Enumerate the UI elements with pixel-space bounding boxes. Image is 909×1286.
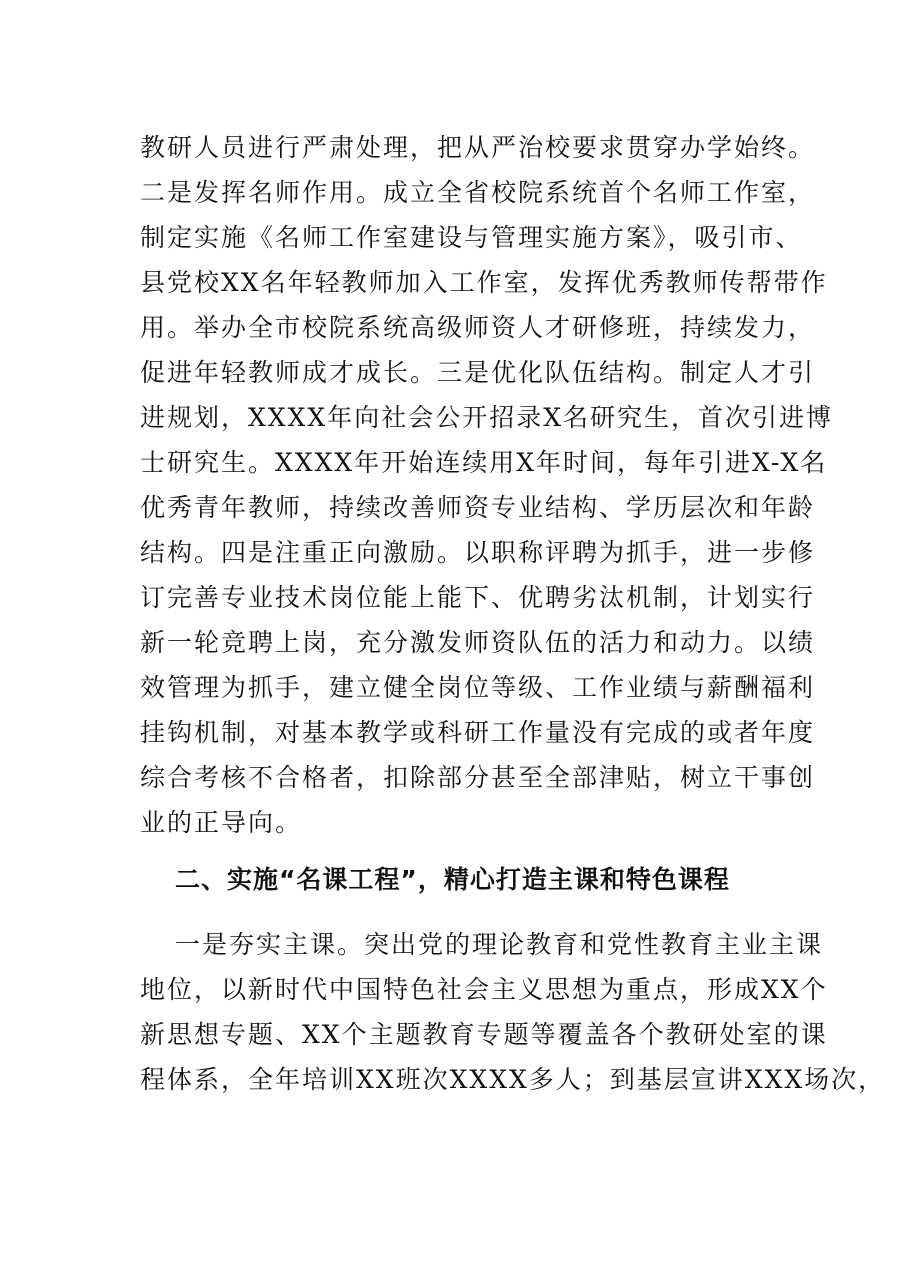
text-line: 用。举办全市校院系统高级师资人才研修班，持续发力， <box>140 313 816 342</box>
text-line: 一是夯实主课。突出党的理论教育和党性教育主业主课 <box>175 930 824 959</box>
text-line: 新思想专题、XX个主题教育专题等覆盖各个教研处室的课 <box>140 1020 828 1049</box>
text-line: 进规划，XXXX年向社会公开招录X名研究生，首次引进博 <box>140 403 833 432</box>
text-line: 程体系，全年培训XX班次XXXX多人；到基层宣讲XXX场次， <box>140 1065 886 1094</box>
text-line: 新一轮竞聘上岗，充分激发师资队伍的活力和动力。以绩 <box>140 628 816 657</box>
text-line: 教研人员进行严肃处理，把从严治校要求贯穿办学始终。 <box>140 133 816 162</box>
text-line: 业的正导向。 <box>140 808 303 837</box>
text-line: 综合考核不合格者，扣除部分甚至全部津贴，树立干事创 <box>140 763 816 792</box>
text-line: 优秀青年教师，持续改善师资专业结构、学历层次和年龄 <box>140 493 816 522</box>
text-line: 促进年轻教师成才成长。三是优化队伍结构。制定人才引 <box>140 358 816 387</box>
text-line: 二是发挥名师作用。成立全省校院系统首个名师工作室， <box>140 178 816 207</box>
text-line: 订完善专业技术岗位能上能下、优聘劣汰机制，计划实行 <box>140 583 816 612</box>
text-line: 结构。四是注重正向激励。以职称评聘为抓手，进一步修 <box>140 538 816 567</box>
text-line: 士研究生。XXXX年开始连续用X年时间，每年引进X-X名 <box>140 448 828 477</box>
text-line: 县党校XX名年轻教师加入工作室，发挥优秀教师传帮带作 <box>140 268 828 297</box>
section-heading: 二、实施“名课工程”，精心打造主课和特色课程 <box>175 865 730 894</box>
text-line: 效管理为抓手，建立健全岗位等级、工作业绩与薪酬福利 <box>140 673 816 702</box>
text-line: 制定实施《名师工作室建设与管理实施方案》，吸引市、 <box>140 223 803 252</box>
text-line: 地位，以新时代中国特色社会主义思想为重点，形成XX个 <box>140 975 828 1004</box>
text-line: 挂钩机制，对基本教学或科研工作量没有完成的或者年度 <box>140 718 816 747</box>
